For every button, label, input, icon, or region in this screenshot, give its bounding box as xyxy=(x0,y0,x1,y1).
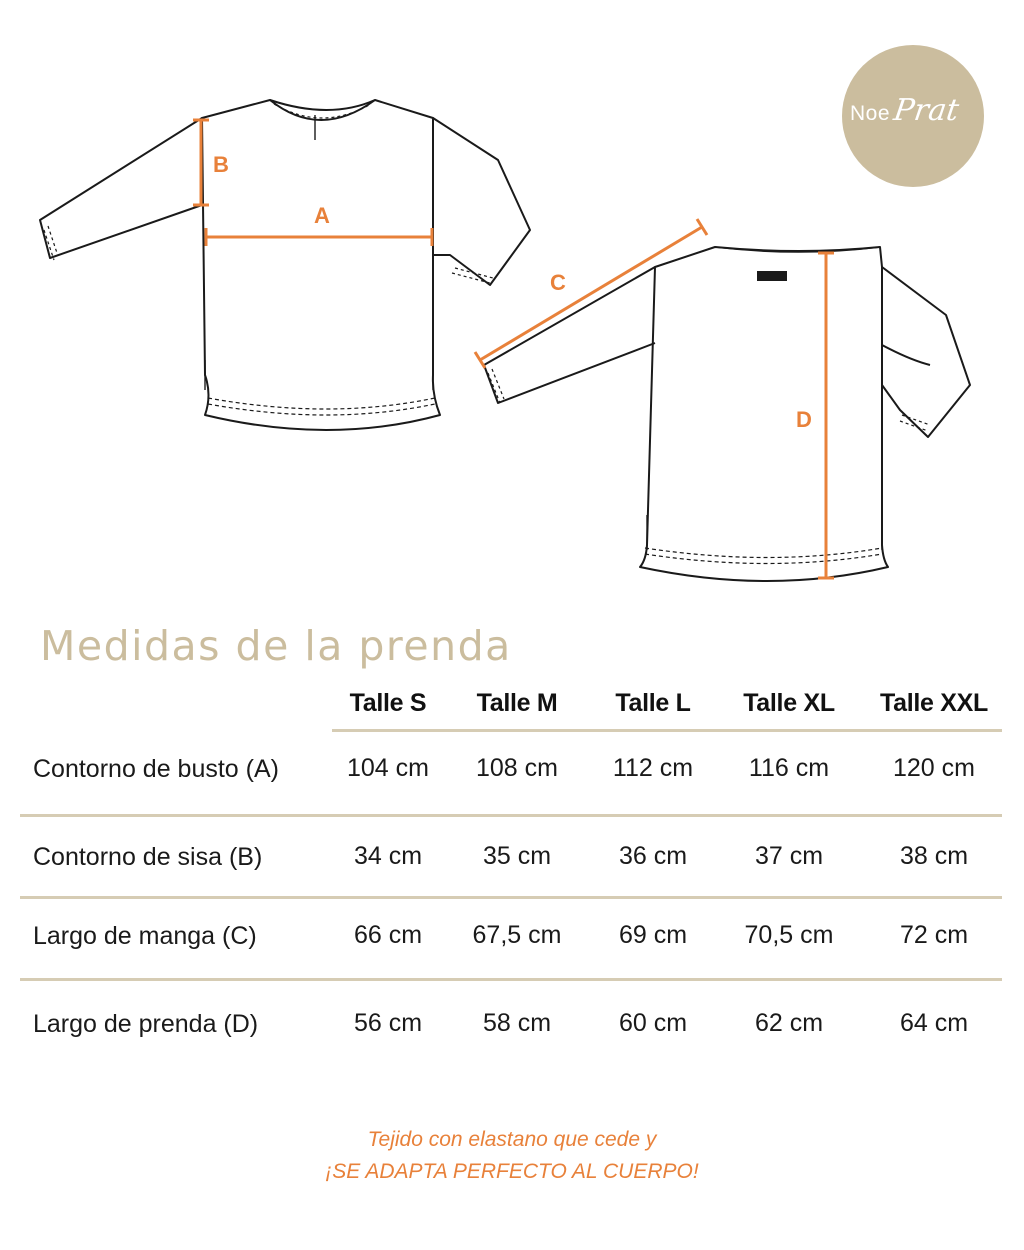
cell-sisa-xl: 37 cm xyxy=(754,842,824,870)
measure-label-d: D xyxy=(796,407,812,432)
header-divider xyxy=(332,729,1002,732)
logo-text-prat: Prat xyxy=(891,93,961,128)
cell-prenda-xxl: 64 cm xyxy=(899,1009,969,1037)
row-divider xyxy=(20,978,1002,981)
measure-label-b: B xyxy=(213,152,229,177)
cell-manga-xl: 70,5 cm xyxy=(744,921,834,949)
fabric-note-line1: Tejido con elastano que cede y xyxy=(367,1128,657,1151)
cell-prenda-l: 60 cm xyxy=(618,1009,688,1037)
cell-busto-m: 108 cm xyxy=(476,754,558,782)
cell-prenda-s: 56 cm xyxy=(353,1009,423,1037)
cell-manga-s: 66 cm xyxy=(353,921,423,949)
fabric-note-line2: ¡SE ADAPTA PERFECTO AL CUERPO! xyxy=(325,1160,699,1183)
cell-busto-s: 104 cm xyxy=(347,754,429,782)
cell-prenda-m: 58 cm xyxy=(482,1009,552,1037)
column-header-xxl: Talle XXL xyxy=(880,689,988,717)
row-label-manga: Largo de manga (C) xyxy=(33,922,257,950)
column-header-m: Talle M xyxy=(476,689,558,717)
cell-sisa-xxl: 38 cm xyxy=(899,842,969,870)
cell-sisa-s: 34 cm xyxy=(353,842,423,870)
column-header-xl: Talle XL xyxy=(743,689,835,717)
cell-busto-xxl: 120 cm xyxy=(893,754,975,782)
logo-text-noe: Noe xyxy=(850,102,891,125)
column-header-s: Talle S xyxy=(349,689,427,717)
cell-sisa-m: 35 cm xyxy=(482,842,552,870)
measure-label-c: C xyxy=(550,270,566,295)
cell-busto-l: 112 cm xyxy=(612,754,694,782)
size-table xyxy=(20,0,1004,1250)
measure-label-a: A xyxy=(314,203,330,228)
row-label-prenda: Largo de prenda (D) xyxy=(33,1010,259,1038)
row-label-sisa: Contorno de sisa (B) xyxy=(33,843,263,871)
row-divider xyxy=(20,814,1002,817)
cell-sisa-l: 36 cm xyxy=(618,842,688,870)
page-title: Medidas de la prenda xyxy=(40,622,512,670)
cell-manga-m: 67,5 cm xyxy=(472,921,562,949)
row-label-busto: Contorno de busto (A) xyxy=(33,755,279,783)
cell-busto-xl: 116 cm xyxy=(748,754,830,782)
row-divider xyxy=(20,896,1002,899)
cell-manga-l: 69 cm xyxy=(618,921,688,949)
cell-prenda-xl: 62 cm xyxy=(754,1009,824,1037)
column-header-l: Talle L xyxy=(615,689,691,717)
cell-manga-xxl: 72 cm xyxy=(899,921,969,949)
